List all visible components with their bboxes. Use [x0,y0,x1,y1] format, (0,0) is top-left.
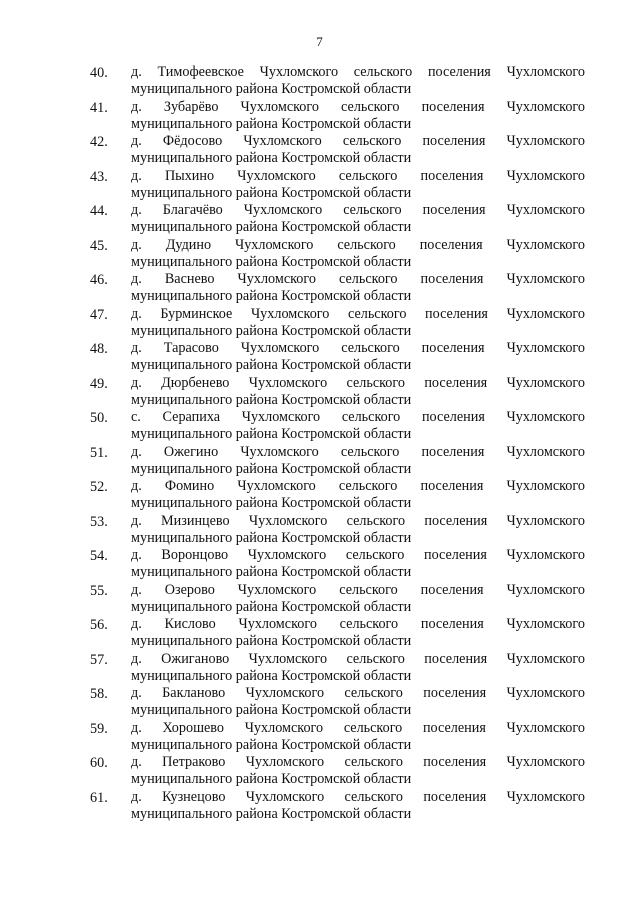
item-word: Чухломского [238,616,317,632]
item-word: Чухломского [250,305,330,322]
item-line-2: муниципального района Костромской области [131,529,412,546]
item-word: Тарасово [163,340,219,356]
item-word: Чухломского [248,374,328,391]
item-word: поселения [423,685,487,701]
item-word: сельского [347,305,407,322]
item-word: Васнево [164,271,215,287]
item-line-2: муниципального района Костромской области [131,288,412,304]
item-number: 49. [90,375,108,392]
item-number: 54. [90,548,108,564]
item-line-2: муниципального района Костромской области [131,564,412,580]
item-word: Кузнецово [162,788,226,805]
item-word: д. [131,236,142,253]
item-word: поселения [423,788,487,805]
item-line-1 [131,375,585,391]
list-item [90,789,585,824]
list-item [90,340,585,375]
item-line-2: муниципального района Костромской области [131,81,412,97]
list-item [90,513,585,548]
item-number: 40. [90,65,108,81]
item-word: сельского [338,167,398,184]
item-word: сельского [346,512,406,529]
item-line-2: муниципального района Костромской области [131,667,412,684]
item-word: Чухломского [506,133,585,149]
item-line-2: муниципального района Костромской области [131,150,412,166]
item-word: поселения [421,340,485,356]
item-word: д. [131,443,142,460]
item-word: Чухломского [506,340,585,356]
item-word: Чухломского [237,271,316,287]
list-item [90,99,585,134]
item-word: Пыхино [164,167,215,184]
item-word: д. [131,581,142,598]
item-word: Чухломского [245,685,325,701]
item-word: поселения [423,547,487,563]
item-line-1 [131,513,585,529]
list-item [90,754,585,789]
item-word: д. [131,478,142,494]
item-word: д. [131,374,142,391]
item-line-2: муниципального района Костромской области [131,495,412,511]
item-word: Хорошево [162,719,225,736]
item-word: сельского [339,581,398,598]
item-line-1 [131,720,585,736]
item-line-2: муниципального района Костромской области [131,426,412,442]
item-number: 50. [90,410,108,426]
item-word: поселения [420,478,484,494]
item-line-2: муниципального района Костромской области [131,391,412,408]
item-word: поселения [421,409,485,425]
item-word: Чухломского [506,581,585,598]
item-number: 48. [90,341,108,357]
item-word: Ожиганово [161,650,230,667]
item-word: д. [131,719,142,736]
item-word: Чухломского [248,650,328,667]
item-word: сельского [343,202,402,218]
list-item [90,547,585,582]
settlement-list [90,64,585,823]
item-word: Чухломского [506,271,585,287]
item-word: Чухломского [243,202,323,218]
item-word: Чухломского [506,305,585,322]
item-word: поселения [422,202,486,218]
item-line-2: муниципального района Костромской области [131,219,412,235]
item-number: 60. [90,755,108,771]
item-word: Чухломского [506,685,585,701]
item-word: д. [131,64,142,80]
item-word: Бурминское [160,305,233,322]
item-word: Чухломского [506,547,585,563]
item-word: д. [131,685,142,701]
item-number: 44. [90,203,108,219]
item-word: Чухломского [506,409,585,425]
list-item [90,444,585,479]
item-word: д. [131,788,142,805]
item-word: поселения [422,133,486,149]
item-line-1 [131,547,585,563]
item-word: Бакланово [162,685,226,701]
item-number: 52. [90,479,108,495]
item-word: Чухломского [234,236,314,253]
item-word: Зубарёво [163,98,219,115]
item-word: Кислово [164,616,216,632]
item-word: сельского [343,719,403,736]
item-word: д. [131,340,142,356]
item-line-2: муниципального района Костромской области [131,736,412,753]
item-line-1 [131,64,585,80]
item-word: поселения [427,64,491,80]
item-number: 59. [90,720,108,737]
item-word: Чухломского [240,443,319,460]
item-word: поселения [424,512,488,529]
item-line-1 [131,616,585,632]
item-word: д. [131,650,142,667]
item-word: Воронцово [161,547,229,563]
item-word: Чухломского [506,650,585,667]
item-word: Мизинцево [161,512,230,529]
item-word: Благачёво [162,202,223,218]
item-line-2: муниципального района Костромской области [131,115,412,132]
item-word: сельского [338,478,398,494]
item-word: Чухломского [245,788,325,805]
item-line-2: муниципального района Костромской области [131,184,412,201]
page-number: 7 [316,34,323,49]
list-item [90,168,585,203]
list-item [90,409,585,444]
item-word: поселения [420,581,484,598]
list-item [90,202,585,237]
item-line-1 [131,306,585,322]
item-word: сельского [344,754,403,770]
item-word: Чухломского [506,616,585,632]
item-word: Фёдосово [162,133,223,149]
list-item [90,306,585,341]
item-word: д. [131,202,142,218]
item-word: д. [131,167,142,184]
list-item [90,720,585,755]
list-item [90,478,585,513]
item-number: 51. [90,444,108,461]
item-word: сельского [346,374,405,391]
item-word: Чухломского [506,512,585,529]
item-number: 55. [90,582,108,599]
item-line-1 [131,651,585,667]
item-word: поселения [420,616,484,632]
item-word: поселения [420,167,484,184]
item-line-2: муниципального района Костромской области [131,702,412,718]
item-word: Чухломского [506,202,585,218]
item-word: д. [131,512,142,529]
item-word: сельского [340,443,400,460]
item-line-1 [131,133,585,149]
item-word: д. [131,754,142,770]
item-word: Чухломского [244,719,324,736]
item-line-1 [131,478,585,494]
item-word: д. [131,133,142,149]
item-word: Чухломского [243,133,322,149]
item-word: поселения [421,98,485,115]
item-word: сельского [345,547,405,563]
item-word: сельского [341,340,400,356]
item-line-1 [131,99,585,115]
item-word: сельского [341,98,400,115]
item-word: Чухломского [237,581,317,598]
item-number: 58. [90,686,108,702]
item-number: 47. [90,306,108,323]
item-word: Чухломского [245,754,325,770]
item-word: д. [131,98,142,115]
item-word: сельского [353,64,413,80]
item-word: поселения [422,719,486,736]
item-word: д. [131,271,142,287]
list-item [90,64,585,99]
list-item [90,616,585,651]
item-word: Ожегино [163,443,219,460]
item-line-2: муниципального района Костромской области [131,460,412,477]
item-line-2: муниципального района Костромской области [131,253,412,270]
item-line-1 [131,685,585,701]
item-line-1 [131,409,585,425]
item-word: сельского [344,788,403,805]
list-item [90,651,585,686]
item-word: Серапиха [162,409,221,425]
item-word: сельского [342,133,402,149]
item-word: Чухломского [237,167,316,184]
item-word: Чухломского [259,64,339,80]
item-word: Чухломского [506,64,585,80]
item-word: Петраково [162,754,226,770]
list-item [90,271,585,306]
item-word: Фомино [164,478,215,494]
item-line-1 [131,202,585,218]
item-line-2: муниципального района Костромской области [131,633,412,649]
item-word: сельского [339,616,399,632]
item-word: Чухломского [506,754,585,770]
list-item [90,685,585,720]
item-number: 56. [90,617,108,633]
item-number: 61. [90,789,108,806]
item-word: д. [131,547,142,563]
item-word: д. [131,616,142,632]
item-word: Тимофеевское [157,64,244,80]
item-line-2: муниципального района Костромской области [131,322,412,339]
item-line-1 [131,754,585,770]
item-word: Дюрбенево [161,374,230,391]
item-word: Чухломского [247,547,327,563]
item-word: Чухломского [506,719,585,736]
item-word: поселения [423,754,487,770]
item-word: сельского [339,271,398,287]
item-word: поселения [420,271,484,287]
item-number: 41. [90,99,108,116]
item-word: Чухломского [506,236,585,253]
item-word: Чухломского [506,98,585,115]
item-word: Чухломского [248,512,328,529]
list-item [90,582,585,617]
item-word: Чухломского [506,167,585,184]
item-number: 45. [90,237,108,254]
item-word: Дудино [165,236,212,253]
item-word: поселения [419,236,483,253]
item-word: сельского [346,650,405,667]
item-line-1 [131,168,585,184]
item-word: сельского [337,236,396,253]
item-number: 42. [90,134,108,150]
item-line-1 [131,444,585,460]
list-item [90,375,585,410]
item-line-1 [131,582,585,598]
item-line-1 [131,340,585,356]
item-number: 46. [90,272,108,288]
item-word: поселения [424,650,488,667]
item-word: д. [131,305,142,322]
item-word: поселения [421,443,485,460]
item-word: Чухломского [241,409,321,425]
list-item [90,133,585,168]
item-word: сельского [341,409,401,425]
item-number: 53. [90,513,108,530]
item-number: 43. [90,168,108,185]
item-word: с. [131,409,141,425]
item-word: поселения [424,374,488,391]
list-item [90,237,585,272]
item-line-1 [131,271,585,287]
item-line-2: муниципального района Костромской области [131,805,412,822]
item-word: поселения [425,305,488,322]
item-line-1 [131,789,585,805]
item-line-2: муниципального района Костромской области [131,771,412,787]
item-word: сельского [344,685,403,701]
item-line-2: муниципального района Костромской области [131,357,412,373]
item-word: Озерово [164,581,215,598]
item-word: Чухломского [506,478,585,494]
item-word: Чухломского [506,788,585,805]
item-number: 57. [90,651,108,668]
item-word: Чухломского [237,478,316,494]
item-word: Чухломского [506,443,585,460]
item-word: Чухломского [240,340,320,356]
item-line-2: муниципального района Костромской области [131,598,412,615]
item-line-1 [131,237,585,253]
item-word: Чухломского [240,98,319,115]
item-word: Чухломского [506,374,585,391]
